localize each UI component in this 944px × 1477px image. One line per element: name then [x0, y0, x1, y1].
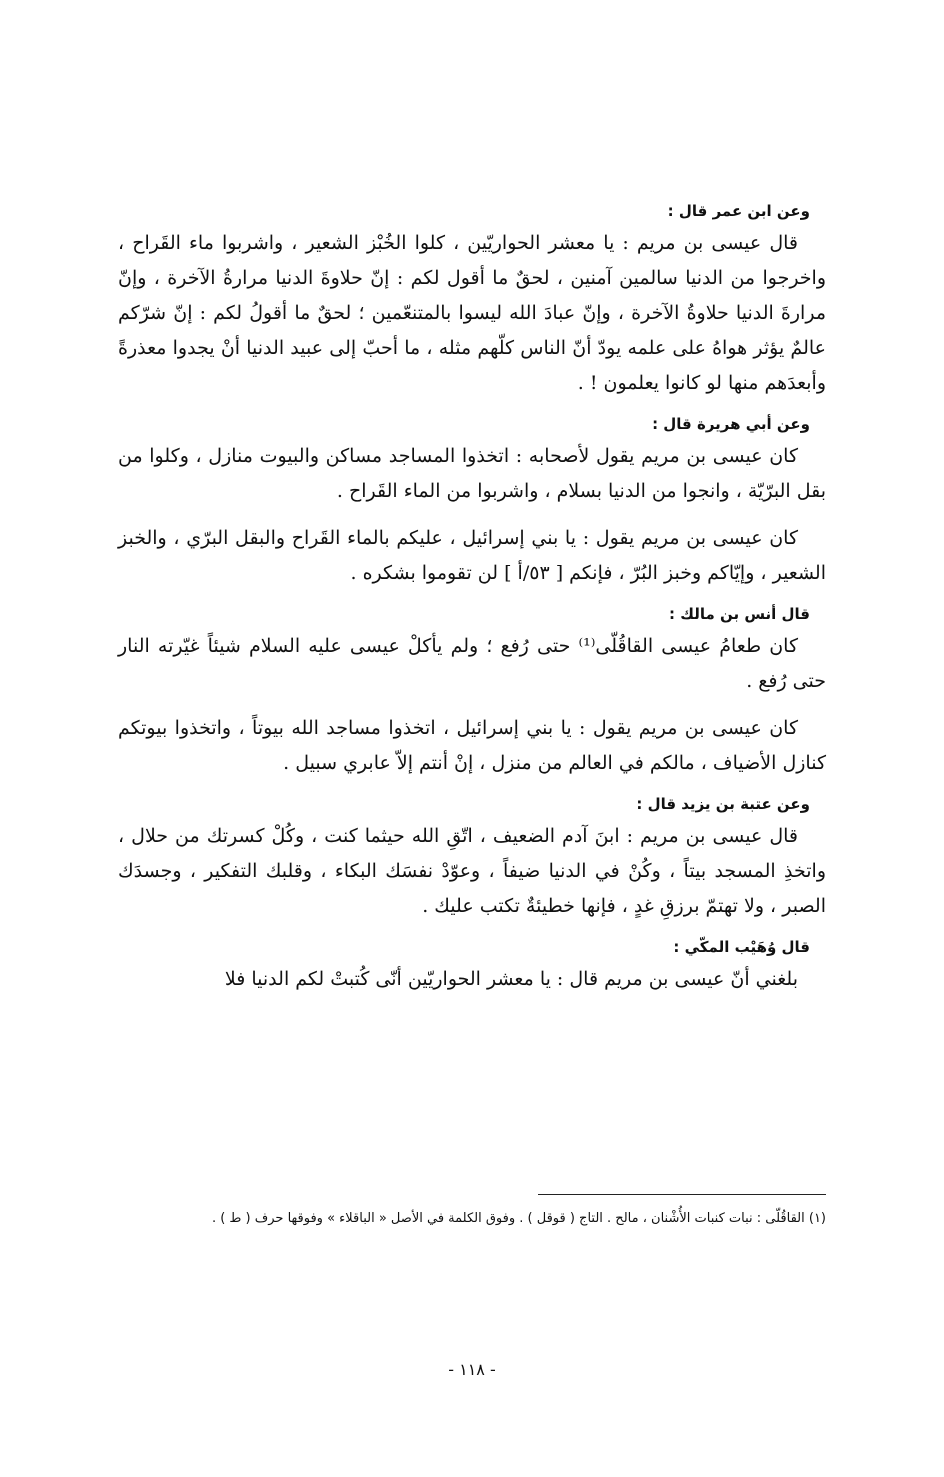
page-body [118, 200, 826, 997]
page-number: - ١١٨ - [448, 1360, 496, 1379]
section-heading-abu-hurayra: وعن أبي هريرة قال : [652, 415, 810, 433]
paragraph: قال عيسى بن مريم : ابنَ آدم الضعيف ، اتّقِ الله حيثما كنت ، وكُلْ كسرتك من حلال ، واتخذِ المسجد بيتاً ، وكُنْ في الدنيا ضيفاً ، وعوّدْ نفسَك البكاء ، وقلبك التفكير ، وجسدَك الصبر ، ولا تهتمّ برزقِ غدٍ ، فإنها خطيئةٌ تكتب عليك . [118, 825, 826, 917]
section-heading-wuhayb: قال وُهَيْب المكّي : [673, 938, 810, 956]
paragraph: كان طعامُ عيسى القاقُلّى⁽¹⁾ حتى رُفع ؛ ولم يأكلْ عيسى عليه السلام شيئاً غيّرته النار حتى رُفع . [118, 635, 826, 692]
paragraph: كان عيسى بن مريم يقول لأصحابه : اتخذوا المساجد مساكن والبيوت منازل ، وكلوا من بقل البرّيّة ، وانجوا من الدنيا بسلام ، واشربوا من الماء القَراح . [118, 445, 826, 502]
paragraph: كان عيسى بن مريم يقول : يا بني إسرائيل ، عليكم بالماء القَراح والبقل البرّي ، والخبز الشعير ، وإيّاكم وخبز البُرّ ، فإنكم [ ٥٣/أ ] لن تقوموا بشكره . [118, 527, 826, 584]
footnote-separator [538, 1194, 826, 1195]
paragraph: قال عيسى بن مريم : يا معشر الحواريّين ، كلوا الخُبْز الشعير ، واشربوا ماء القَراح ، واخرجوا من الدنيا سالمين آمنين ، لحقٌ ما أقول لكم : إنّ حلاوةَ الدنيا مرارةُ الآخرة ، وإنّ مرارةَ الدنيا حلاوةُ الآخرة ، وإنّ عبادَ الله ليسوا بالمتنعّمين ؛ لحقٌ ما أقولُ لكم : إنّ شرّكم عالمٌ يؤثر هواهُ على علمه يودّ أنّ الناس كلّهم مثله ، ما أحبّ إلى عبيد الدنيا أنْ يجدوا معذرةً وأبعدَهم منها لو كانوا يعلمون ! . [118, 232, 826, 394]
paragraph: كان عيسى بن مريم يقول : يا بني إسرائيل ، اتخذوا مساجد الله بيوتاً ، واتخذوا بيوتكم كنازل الأضياف ، مالكم في العالم من منزل ، إنْ أنتم إلاّ عابري سبيل . [118, 717, 826, 774]
section-heading-utba: وعن عتبة بن يزيد قال : [636, 795, 810, 813]
section-heading-anas: قال أنس بن مالك : [669, 605, 810, 623]
section-heading-ibn-umar: وعن ابن عمر قال : [667, 202, 810, 220]
paragraph: بلغني أنّ عيسى بن مريم قال : يا معشر الحواريّين أنّى كُتبتْ لكم الدنيا فلا [224, 968, 798, 990]
footnote: (١) القاقُلّى : نبات كنبات الأُشْنان ، مالح . التاج ( قوقل ) . وفوق الكلمة في الأصل « الباقلاء » وفوقها حرف ( ط ) . [211, 1211, 826, 1226]
